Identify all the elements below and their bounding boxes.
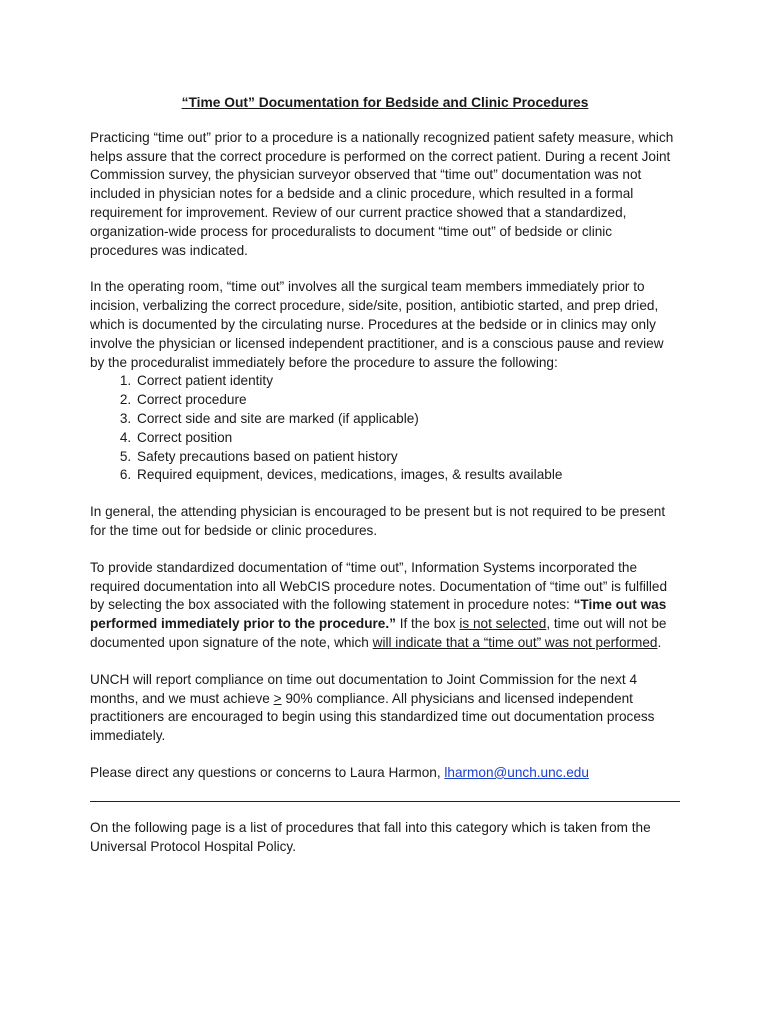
list-item: 1. Correct patient identity: [135, 372, 680, 391]
document-page: [90, 94, 680, 874]
underlined-text: is not selected: [459, 616, 547, 632]
list-item: 2. Correct procedure: [135, 391, 680, 410]
text-span: 90% compliance. All physicians and licensed independent practitioners are encouraged to begin using this standardized time out documentation process immediately.: [90, 690, 655, 744]
text-span: UNCH will report compliance on time out documentation to Joint Commission for the next 4 months, and we must achieve: [90, 671, 638, 706]
list-item: 4. Correct position: [135, 429, 680, 448]
text-span: To provide standardized documentation of “time out”, Information Systems incorporated the required documentation into all WebCIS procedure notes. Documentation of “time out” is fulfilled by selecting the box associated with the following statement in procedure notes:: [90, 559, 668, 613]
paragraph-attending: In general, the attending physician is encouraged to be present but is not required to be present for the time out for bedside or clinic procedures.: [90, 504, 666, 538]
paragraph-intro: Practicing “time out” prior to a procedure is a nationally recognized patient safety measure, which helps assure that the correct procedure is performed on the correct patient. During a recent Joint Commission survey, the physician surveyor observed that “time out” documentation was not included in physician notes for a bedside and a clinic procedure, which resulted in a formal requirement for improvement. Review of our current practice showed that a standardized, organization-wide process for proceduralists to document “time out” of bedside or clinic procedures was indicated.: [90, 129, 674, 258]
list-item: 6. Required equipment, devices, medications, images, & results available: [135, 466, 680, 485]
underlined-text: will indicate that a “time out” was not performed: [372, 634, 658, 650]
paragraph-contact: [90, 764, 680, 783]
paragraph-following-page: On the following page is a list of procedures that fall into this category which is taken from the Universal Protocol Hospital Policy.: [90, 819, 651, 854]
horizontal-divider: [90, 801, 680, 802]
list-item: 3. Correct side and site are marked (if applicable): [135, 410, 680, 429]
text-span: Please direct any questions or concerns to Laura Harmon,: [90, 764, 445, 780]
paragraph-operating-room: In the operating room, “time out” involves all the surgical team members immediately prior to incision, verbalizing the correct procedure, side/site, position, antibiotic started, and prep dried, which is documented by the circulating nurse. Procedures at the bedside or in clinics may only involve the physician or licensed independent practitioner, and is a conscious pause and review by the proceduralist immediately before the procedure to assure the following:: [90, 279, 664, 370]
text-span: .: [657, 634, 662, 650]
email-link[interactable]: lharmon@unch.unc.edu: [444, 764, 589, 780]
greater-equal-sign: >: [273, 690, 282, 706]
document-title: “Time Out” Documentation for Bedside and Clinic Procedures: [181, 95, 589, 110]
paragraph-documentation: [90, 559, 680, 653]
required-statement: “Time out was performed immediately prior to the procedure.”: [90, 597, 667, 632]
list-item: 5. Safety precautions based on patient history: [135, 448, 680, 467]
checklist: [90, 372, 680, 485]
text-span: If the box: [395, 616, 460, 632]
paragraph-compliance: [90, 671, 680, 746]
text-span: , time out will not be documented upon signature of the note, which: [90, 616, 667, 650]
